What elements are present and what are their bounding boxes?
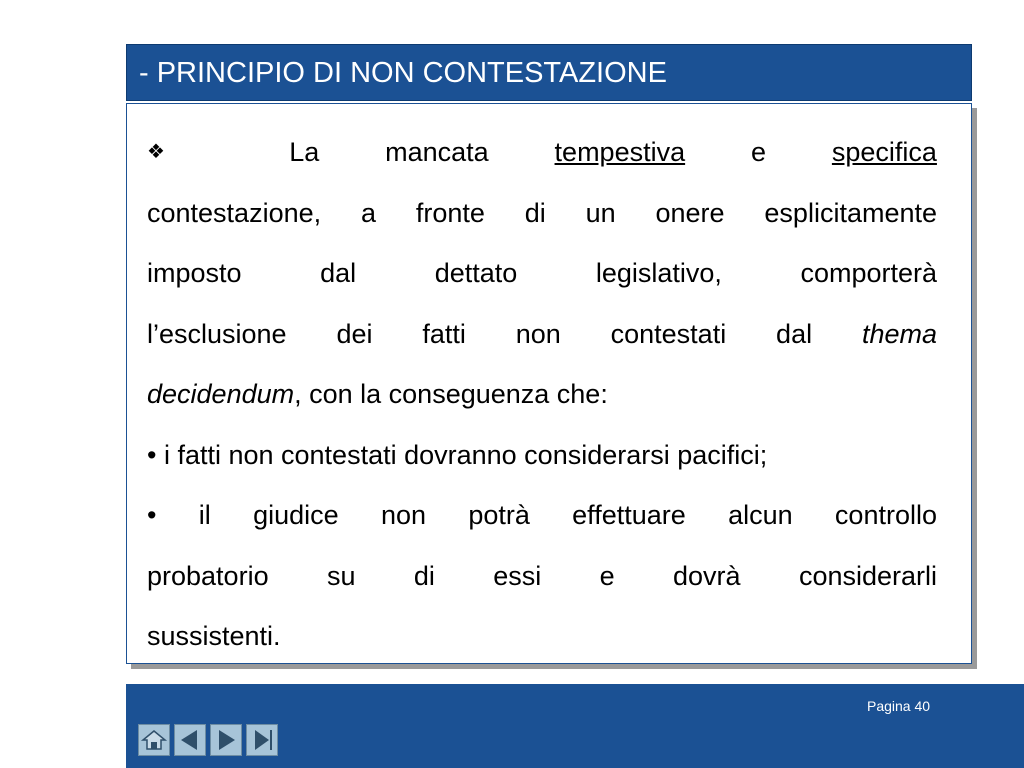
italic-thema: thema xyxy=(861,318,937,349)
previous-button[interactable] xyxy=(174,724,206,756)
content-text xyxy=(147,122,937,667)
diamond-bullet-icon: ❖ xyxy=(147,141,224,163)
title-bar xyxy=(126,44,972,101)
home-icon xyxy=(139,725,169,755)
navigation-buttons xyxy=(138,724,278,758)
triangle-right-icon xyxy=(211,725,241,755)
content-box xyxy=(126,103,972,664)
page-number: Pagina 40 xyxy=(867,698,931,714)
paragraph-line-2: contestazione, a fronte di un onere esplicitamente xyxy=(147,197,937,228)
next-button[interactable] xyxy=(210,724,242,756)
list-item-1: • i fatti non contestati dovranno considerarsi pacifici; xyxy=(147,439,768,470)
italic-decidendum: decidendum xyxy=(147,379,295,409)
list-item-2-line-1: • il giudice non potrà effettuare alcun controllo xyxy=(147,500,937,530)
paragraph-line-3: imposto dal dettato legislativo, comporterà xyxy=(147,258,937,288)
paragraph-line-5-text: , con la conseguenza che: xyxy=(294,379,608,409)
word-tempestiva: tempestiva xyxy=(554,137,686,167)
list-item-2-line-2: probatorio su di essi e dovrà considerarli xyxy=(147,560,937,591)
paragraph-line-4 xyxy=(147,304,937,365)
word-specifica: specifica xyxy=(831,137,937,167)
paragraph-line-5 xyxy=(147,364,937,425)
paragraph-line-1 xyxy=(147,122,937,183)
list-item-2-line-3: sussistenti. xyxy=(147,621,281,651)
paragraph-line-4-text: l’esclusione dei fatti non contestati dal xyxy=(147,318,862,349)
triangle-left-icon xyxy=(175,725,205,755)
home-button[interactable] xyxy=(138,724,170,756)
word-e: e xyxy=(750,137,767,167)
triangle-right-end-icon xyxy=(247,725,277,755)
slide-title: - PRINCIPIO DI NON CONTESTAZIONE xyxy=(139,57,667,89)
word-la: La xyxy=(289,137,320,167)
word-mancata: mancata xyxy=(385,137,489,167)
last-button[interactable] xyxy=(246,724,278,756)
footer-bar xyxy=(126,684,1024,768)
